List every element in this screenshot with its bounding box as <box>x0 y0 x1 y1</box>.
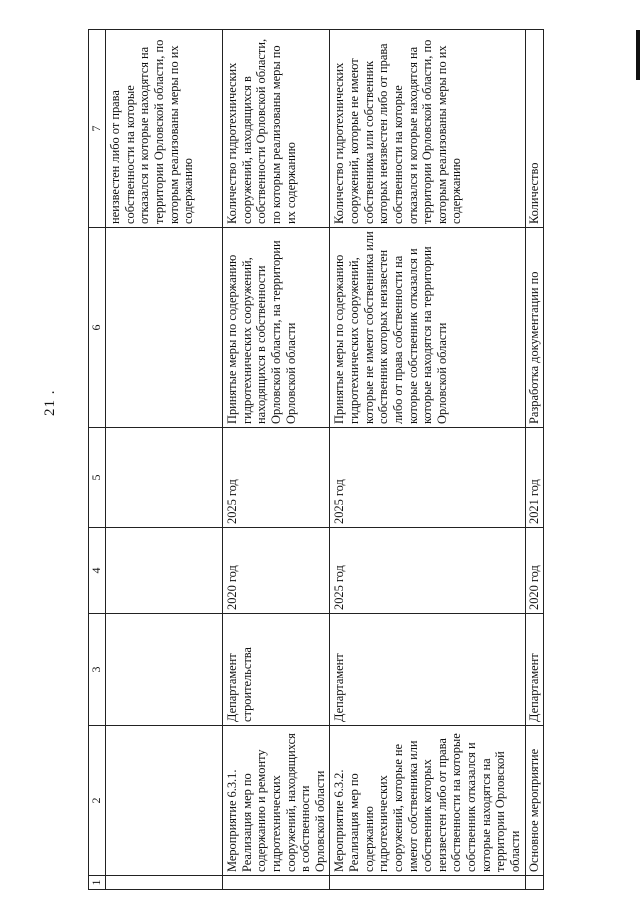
cell-measure: Мероприятие 6.3.2. Реализация мер по содержанию гидротехнических сооружений, которые не имеют собственника или собственник которых неизвестен либо от права собственности на которые собственник отказался и которые находятся на территории Орловской области <box>330 726 525 876</box>
col-number-4: 4 <box>89 528 106 614</box>
table-row <box>106 30 223 890</box>
cell-indicator: Количество гидротехнических сооружений, находящихся в собственности Орловской области, по которым реализованы меры по их содержанию <box>223 30 330 228</box>
cell-executor: Департамент <box>525 614 544 726</box>
cell-executor: Департамент строительства <box>223 614 330 726</box>
cell-start-year: 2020 год <box>223 528 330 614</box>
col-number-3: 3 <box>89 614 106 726</box>
col-number-6: 6 <box>89 228 106 428</box>
cell-end-year: 2021 год <box>525 428 544 528</box>
cell-result <box>106 228 223 428</box>
cell-number <box>106 876 223 890</box>
cell-number <box>525 876 544 890</box>
program-measures-table <box>88 29 544 890</box>
cell-measure <box>106 726 223 876</box>
cell-start-year: 2020 год <box>525 528 544 614</box>
edge-mark <box>636 30 640 80</box>
cell-indicator: неизвестен либо от права собственности на которые отказался и которые находятся на территории Орловской области, по которым реализованы меры по их содержанию <box>106 30 223 228</box>
cell-end-year <box>106 428 223 528</box>
cell-measure: Мероприятие 6.3.1. Реализация мер по содержанию и ремонту гидротехнических сооружений, находящихся в собственности Орловской области <box>223 726 330 876</box>
col-number-5: 5 <box>89 428 106 528</box>
table-row <box>525 30 544 890</box>
col-number-2: 2 <box>89 726 106 876</box>
cell-executor <box>106 614 223 726</box>
cell-number <box>223 876 330 890</box>
col-number-1: 1 <box>89 876 106 890</box>
cell-executor: Департамент <box>330 614 525 726</box>
document-sheet <box>88 30 541 890</box>
cell-indicator: Количество гидротехнических сооружений, которые не имеют собственника или собственник которых неизвестен либо от права собственности на которые отказался и которые находятся на территории Орловской области, по которым реализованы меры по их содержанию <box>330 30 525 228</box>
col-number-7: 7 <box>89 30 106 228</box>
cell-result: Разработка документации по <box>525 228 544 428</box>
cell-start-year: 2025 год <box>330 528 525 614</box>
column-number-row <box>89 30 106 890</box>
table-row <box>223 30 330 890</box>
cell-measure: Основное мероприятие <box>525 726 544 876</box>
cell-result: Принятые меры по содержанию гидротехнических сооружений, которые не имеют собственника или собственник которых неизвестен либо от права собственности на которые собственник отказался и которые находятся на территории Орловской области <box>330 228 525 428</box>
table-row <box>330 30 525 890</box>
cell-end-year: 2025 год <box>330 428 525 528</box>
page-number: 21 . <box>42 389 58 416</box>
cell-number <box>330 876 525 890</box>
cell-result: Принятые меры по содержанию гидротехнических сооружений, находящихся в собственности Орловской области, на территории Орловской области <box>223 228 330 428</box>
cell-start-year <box>106 528 223 614</box>
cell-indicator: Количество <box>525 30 544 228</box>
cell-end-year: 2025 год <box>223 428 330 528</box>
